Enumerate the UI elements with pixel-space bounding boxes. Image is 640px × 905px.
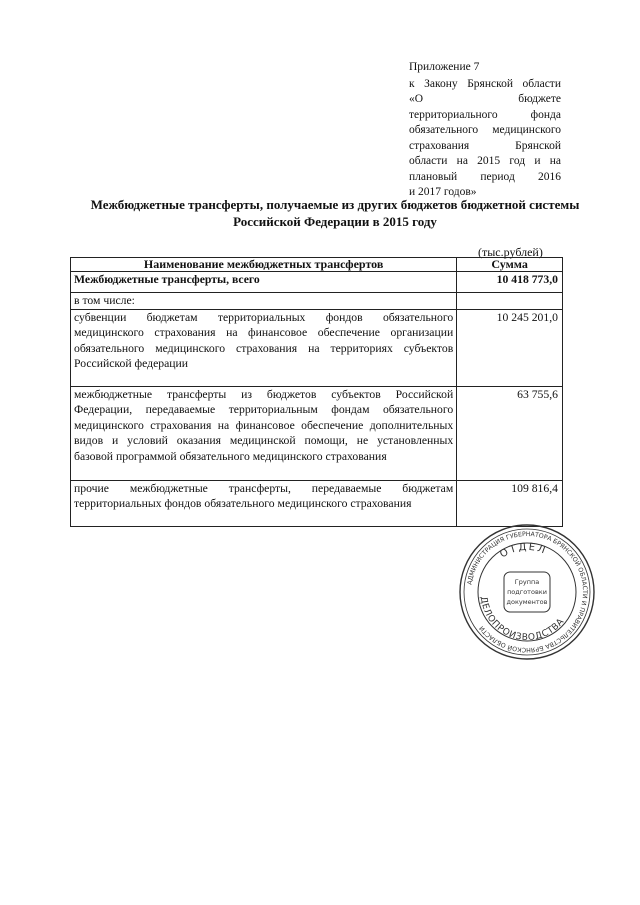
row-sum: 109 816,4 <box>457 480 563 526</box>
row-name: прочие межбюджетные трансферты, передаваемые бюджетам территориальных фондов обязательного медицинского страхования <box>71 480 457 526</box>
stamp-ring-text: АДМИНИСТРАЦИЯ ГУБЕРНАТОРА БРЯНСКОЙ ОБЛАСТИ И ПРАВИТЕЛЬСТВА БРЯНСКОЙ ОБЛАСТИ <box>466 530 589 654</box>
table-row-including <box>71 293 563 310</box>
including-label: в том числе: <box>71 293 457 310</box>
units-label: (тыс.рублей) <box>478 245 543 259</box>
official-stamp <box>457 522 597 662</box>
appendix-line: области на 2015 год и на <box>409 155 561 167</box>
row-sum: 10 245 201,0 <box>457 309 563 386</box>
appendix-line: обязательного медицинского <box>409 124 561 136</box>
total-name: Межбюджетные трансферты, всего <box>71 272 457 293</box>
row-name: субвенции бюджетам территориальных фондов обязательного медицинского страхования на финансовое обеспечение организации обязательного медицинского страхования на территориях субъектов Российской федерации <box>71 309 457 386</box>
table-row-total <box>71 272 563 293</box>
document-title: Межбюджетные трансферты, получаемые из других бюджетов бюджетной системы Российской Федерации в 2015 году <box>90 197 580 229</box>
stamp-center-line: подготовки <box>507 588 547 596</box>
table-row <box>71 309 563 386</box>
appendix-line: и 2017 годов» <box>409 186 477 198</box>
transfers-table <box>70 257 563 527</box>
appendix-line: страхования Брянской <box>409 139 561 152</box>
table-row <box>71 386 563 480</box>
total-sum: 10 418 773,0 <box>457 272 563 293</box>
header-sum: Сумма <box>457 258 563 272</box>
stamp-arc-bottom: ДЕЛОПРОИЗВОДСТВА <box>477 595 567 644</box>
appendix-title: Приложение 7 <box>409 61 480 73</box>
table-row <box>71 480 563 526</box>
empty-cell <box>457 293 563 310</box>
header-name: Наименование межбюджетных трансфертов <box>71 258 457 272</box>
table-header-row <box>71 258 563 272</box>
row-name: межбюджетные трансферты из бюджетов субъектов Российской Федерации, передаваемые территориальным фондам обязательного медицинского страхования на финансовое обеспечение дополнительных видов и условий оказания медицинской помощи, не установленных базовой программой обязательного медицинского страхования <box>71 386 457 480</box>
appendix-line: территориального фонда <box>409 108 561 121</box>
stamp-arc-top: ОТДЕЛ <box>498 541 549 561</box>
appendix-header <box>409 60 561 201</box>
stamp-center-line: Группа <box>514 578 540 586</box>
appendix-line: «О бюджете <box>409 93 561 105</box>
stamp-center-line: документов <box>506 598 548 606</box>
appendix-line: плановый период 2016 <box>409 170 561 183</box>
row-sum: 63 755,6 <box>457 386 563 480</box>
appendix-line: к Закону Брянской области <box>409 77 561 90</box>
